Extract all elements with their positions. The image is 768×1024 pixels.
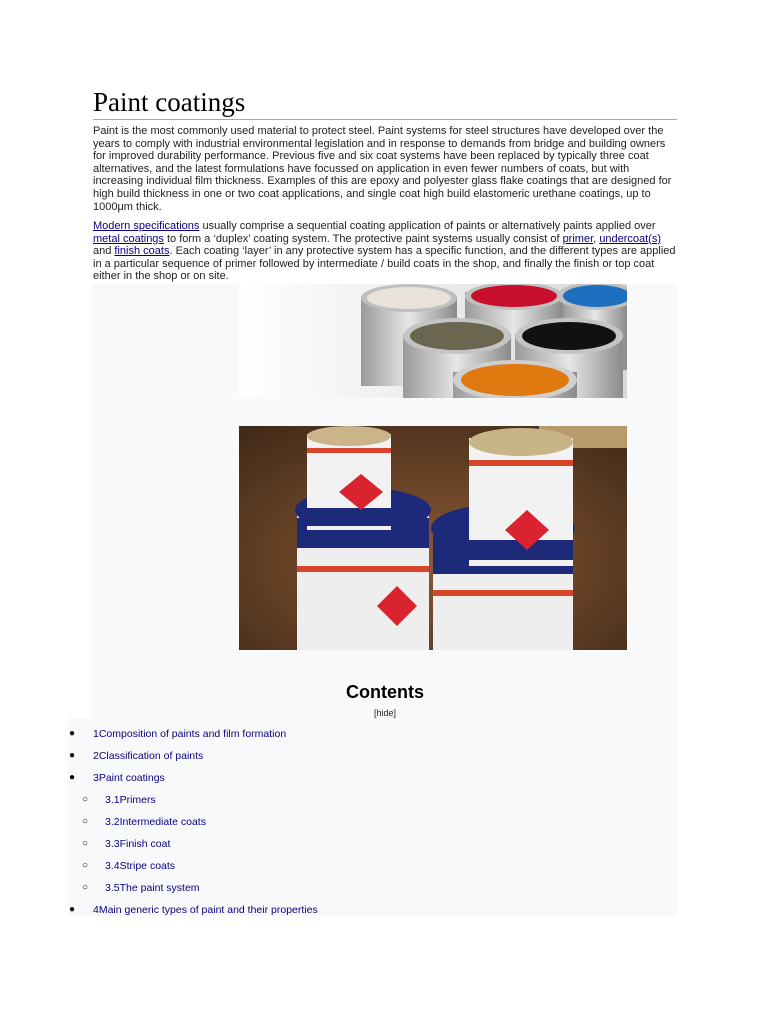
toc-bullet: ○: [82, 794, 89, 805]
link-modern-specifications[interactable]: Modern specifications: [93, 220, 200, 232]
open-paint-cans-illustration: [239, 284, 627, 398]
toc-bullet: ●: [69, 728, 76, 739]
para2-text-1: usually comprise a sequential coating application of paints or alternatively paints applied over: [199, 220, 656, 232]
toc-item-3-2[interactable]: 3.2Intermediate coats: [105, 816, 206, 828]
toc-bullet: ○: [82, 816, 89, 827]
industrial-paint-tins-photo: [239, 426, 627, 650]
black-paint: [522, 322, 616, 350]
intro-paragraph: Paint is the most commonly used material to protect steel. Paint systems for steel structures have developed over the years to comply with industrial environmental legislation and in response to demands from bridge and building owners for improved durability performance. Previous five and six coat systems have been replaced by typically three coat alternatives, and the latest formulations have focussed on application in even fewer numbers of coats, but with increasing individual film thickness. Examples of this are epoxy and polyester glass flake coatings that are designed for high build thickness in one or two coat applications, and single coat high build elastomeric urethane coatings, up to 1000μm thick.: [93, 125, 672, 213]
toc-bullet: ●: [69, 750, 76, 761]
industrial-paint-tins-illustration: [239, 426, 627, 650]
toc-bullet: ●: [69, 904, 76, 915]
para2-text-3: ,: [593, 232, 600, 245]
toc-item-1[interactable]: 1Composition of paints and film formation: [93, 728, 287, 740]
para2-text-4: and: [93, 245, 115, 258]
para2-text-5: . Each coating ‘layer’ in any protective system has a specific function, and the different types are applied in a particular sequence of primer followed by intermediate / build coats in the shop, and finally the finish or top coat either in the shop or on site.: [93, 245, 676, 283]
toc-item-4[interactable]: 4Main generic types of paint and their properties: [93, 904, 318, 916]
toc-item-3-5[interactable]: 3.5The paint system: [105, 882, 200, 894]
specs-paragraph: [93, 220, 679, 283]
toc-bullet: ●: [69, 772, 76, 783]
toc-item-3-1[interactable]: 3.1Primers: [105, 794, 156, 806]
toc-bullet: ○: [82, 860, 89, 871]
white-paint: [367, 287, 451, 309]
link-primer[interactable]: primer: [562, 232, 594, 245]
link-metal-coatings[interactable]: metal coatings: [93, 232, 164, 245]
olive-paint: [410, 322, 504, 350]
toc-item-2[interactable]: 2Classification of paints: [93, 750, 204, 762]
link-finish-coats[interactable]: finish coats: [114, 245, 170, 258]
orange-paint: [461, 364, 569, 396]
page-title: Paint coatings: [93, 86, 677, 120]
red-paint: [471, 285, 557, 307]
open-paint-cans-photo: [239, 284, 627, 398]
toc-item-3[interactable]: 3Paint coatings: [93, 772, 165, 784]
para2-text-2: to form a ‘duplex’ coating system. The protective paint systems usually consist of: [163, 232, 563, 245]
toc-bullet: ○: [82, 838, 89, 849]
link-undercoats[interactable]: undercoat(s): [599, 232, 662, 245]
toc-hide-toggle[interactable]: [hide]: [373, 708, 397, 718]
toc-panel-extension: [68, 718, 92, 916]
toc-item-3-3[interactable]: 3.3Finish coat: [105, 838, 171, 850]
toc-item-3-4[interactable]: 3.4Stripe coats: [105, 860, 176, 872]
toc-title: Contents: [346, 682, 424, 702]
toc-bullet: ○: [82, 882, 89, 893]
